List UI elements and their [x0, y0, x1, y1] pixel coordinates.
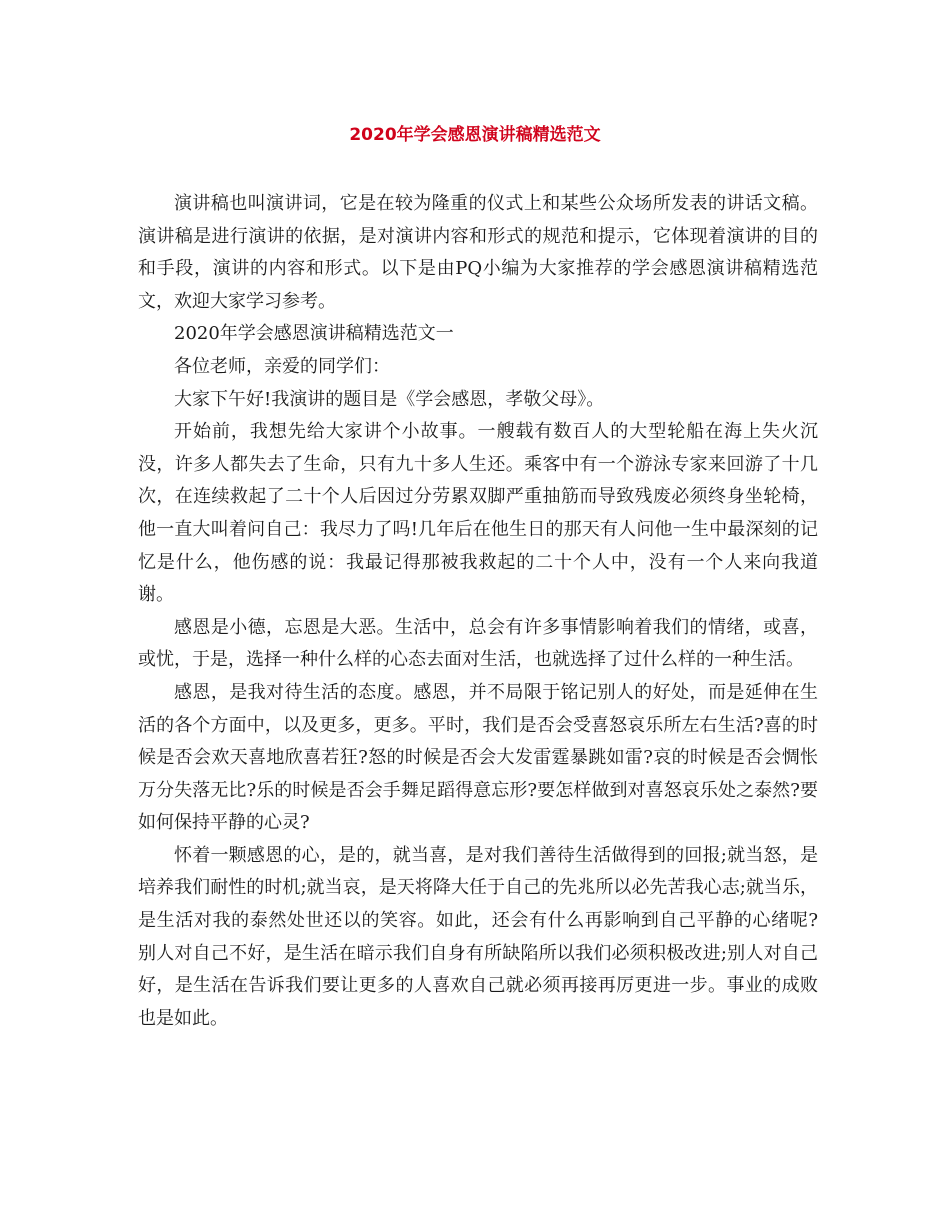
paragraph-intro: 演讲稿也叫演讲词，它是在较为隆重的仪式上和某些公众场所发表的讲话文稿。演讲稿是进行演讲的依据，是对演讲内容和形式的规范和提示，它体现着演讲的目的和手段，演讲的内容和形式。以下是由PQ小编为大家推荐的学会感恩演讲稿精选范文，欢迎大家学习参考。 — [138, 193, 818, 312]
paragraph-story: 开始前，我想先给大家讲个小故事。一艘载有数百人的大型轮船在海上失火沉没，许多人都失去了生命，只有九十多人生还。乘客中有一个游泳专家来回游了十几次，在连续救起了二十个人后因过分劳累双脚严重抽筋而导致残废必须终身坐轮椅，他一直大叫着问自己：我尽力了吗!几年后在他生日的那天有人问他一生中最深刻的记忆是什么，他伤感的说：我最记得那被我救起的二十个人中，没有一个人来向我道谢。 — [138, 421, 818, 606]
paragraph-speech-topic: 大家下午好!我演讲的题目是《学会感恩，孝敬父母》。 — [174, 388, 605, 410]
document-body — [138, 188, 818, 1035]
paragraph-grateful-heart: 怀着一颗感恩的心，是的，就当喜，是对我们善待生活做得到的回报;就当怒，是培养我们耐性的时机;就当哀，是天将降大任于自己的先兆所以必先苦我心志;就当乐，是生活对我的泰然处世还以的笑容。如此，还会有什么再影响到自己平静的心绪呢? 别人对自己不好，是生活在暗示我们自身有所缺陷所以我们必须积极改进;别人对自己好，是生活在告诉我们要让更多的人喜欢自己就必须再接再厉更进一步。事业的成败也是如此。 — [138, 844, 818, 1029]
paragraph-section-heading: 2020年学会感恩演讲稿精选范文一 — [174, 323, 454, 345]
paragraph-greeting: 各位老师，亲爱的同学们： — [174, 355, 390, 377]
paragraph-life-attitude: 感恩，是我对待生活的态度。感恩，并不局限于铭记别人的好处，而是延伸在生活的各个方面中，以及更多，更多。平时，我们是否会受喜怒哀乐所左右生活?喜的时候是否会欢天喜地欣喜若狂?怒的时候是否会大发雷霆暴跳如雷?哀的时候是否会惆怅万分失落无比?乐的时候是否会手舞足蹈得意忘形?要怎样做到对喜怒哀乐处之泰然?要如何保持平静的心灵? — [138, 681, 818, 834]
document-title: 2020年学会感恩演讲稿精选范文 — [349, 125, 601, 145]
paragraph-gratitude-virtue: 感恩是小德，忘恩是大恶。生活中，总会有许多事情影响着我们的情绪，或喜，或忧，于是，选择一种什么样的心态去面对生活，也就选择了过什么样的一种生活。 — [138, 616, 818, 671]
